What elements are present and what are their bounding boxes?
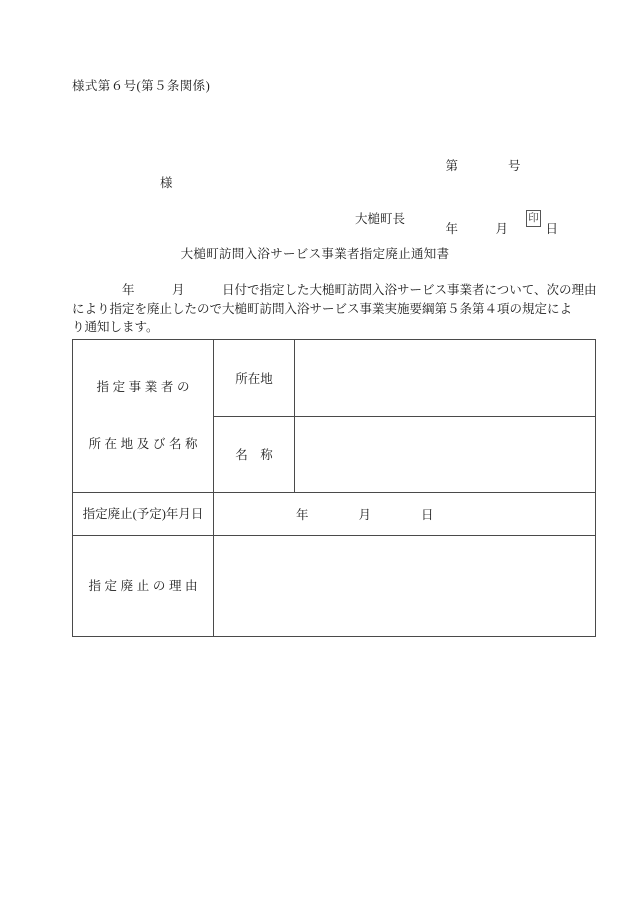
issuer-block [355, 209, 541, 227]
seal-stamp-box: 印 [526, 210, 541, 227]
label-cancel-reason [73, 536, 214, 637]
issuer-name: 大槌町長 [355, 212, 406, 226]
label-cancel-date: 指定廃止(予定)年月日 [73, 493, 214, 536]
recipient-honorific: 様 [160, 176, 173, 190]
document-number-line: 第 号 [445, 159, 521, 173]
body-line-1: 年 月 日付で指定した大槌町訪問入浴サービス事業者について、次の理由 [72, 283, 597, 297]
label-provider-line2: 所在地及び名称 [88, 437, 202, 451]
field-cancel-reason[interactable] [214, 536, 596, 637]
body-paragraph [72, 281, 597, 337]
sublabel-name: 名 称 [214, 416, 295, 493]
field-provider-name[interactable] [295, 416, 596, 493]
form-number: 様式第６号(第５条関係) [72, 79, 211, 93]
table-row-cancel-reason [73, 536, 596, 637]
cancel-date-placeholder-text: 年 月 日 [296, 508, 434, 522]
notice-form-table [72, 339, 596, 637]
field-provider-address[interactable] [295, 340, 596, 417]
table-row-cancel-date [73, 493, 596, 536]
body-line-3: り通知します。 [72, 320, 159, 334]
field-cancel-date[interactable] [214, 493, 596, 536]
table-row-provider-address [73, 340, 596, 417]
label-provider-location-name [73, 340, 214, 493]
label-cancel-reason-text: 指定廃止の理由 [88, 578, 202, 593]
label-provider-line1: 指定事業者の [96, 380, 194, 394]
document-date-line: 年 月 日 [445, 222, 558, 236]
sublabel-address: 所在地 [214, 340, 295, 417]
body-line-2: により指定を廃止したので大槌町訪問入浴サービス事業実施要綱第５条第４項の規定によ [72, 301, 573, 316]
document-title: 大槌町訪問入浴サービス事業者指定廃止通知書 [180, 247, 450, 261]
